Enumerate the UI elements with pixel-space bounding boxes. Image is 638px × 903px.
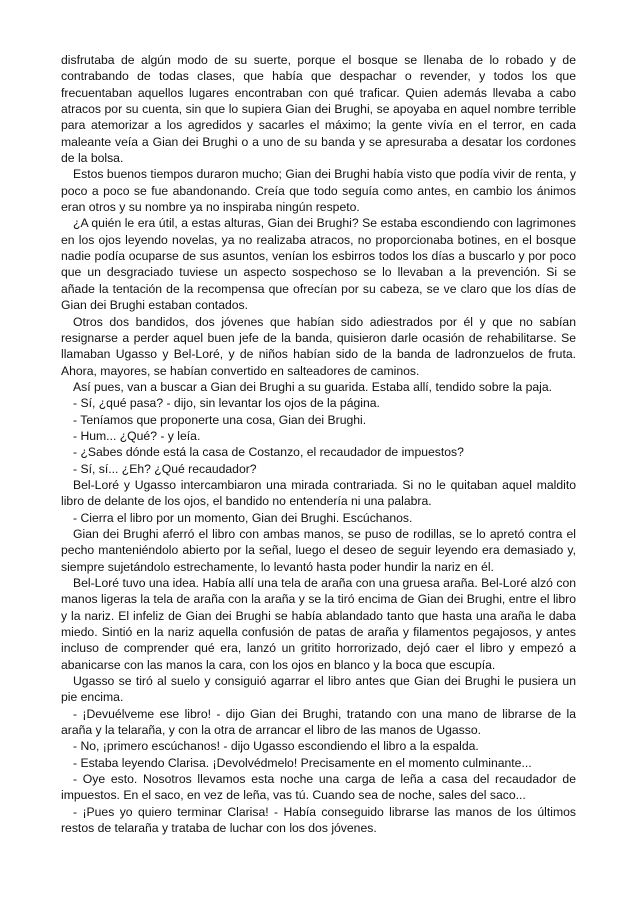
paragraph: ¿A quién le era útil, a estas alturas, Gian dei Brughi? Se estaba escondiendo con lagrimones en los ojos leyendo novelas, ya no realizaba atracos, no proporcionaba botines, en el bosque nadie podía ocuparse de sus asuntos, venían los esbirros todos los días a buscarlo y por poco que un desgraciado tuviese un aspecto sospechoso se lo llevaban a la prevención. Si se añade la tentación de la recompensa que ofrecían por su cabeza, se ve claro que los días de Gian dei Brughi estaban contados.: [61, 216, 576, 313]
dialogue-line: - No, ¡primero escúchanos! - dijo Ugasso escondiendo el libro a la espalda.: [73, 739, 479, 754]
dialogue-line: - ¿Sabes dónde está la casa de Costanzo, el recaudador de impuestos?: [73, 445, 464, 460]
paragraph: Ugasso se tiró al suelo y consiguió agarrar el libro antes que Gian dei Brughi le pusiera un pie encima.: [61, 674, 576, 705]
page-text-column: [61, 52, 576, 837]
paragraph: Así pues, van a buscar a Gian dei Brughi a su guarida. Estaba allí, tendido sobre la paja.: [73, 379, 552, 394]
dialogue-line: - Sí, ¿qué pasa? - dijo, sin levantar los ojos de la página.: [73, 396, 380, 411]
dialogue-line: - Hum... ¿Qué? - y leía.: [73, 428, 201, 443]
dialogue-line: - Oye esto. Nosotros llevamos esta noche una carga de leña a casa del recaudador de impuestos. En el saco, en vez de leña, vas tú. Cuando sea de noche, sales del saco...: [61, 772, 576, 803]
paragraph: Bel-Loré y Ugasso intercambiaron una mirada contrariada. Si no le quitaban aquel maldito libro de delante de los ojos, el bandido no entendería ni una palabra.: [61, 477, 576, 509]
paragraph: Otros dos bandidos, dos jóvenes que habían sido adiestrados por él y que no sabían resignarse a perder aquel buen jefe de la banda, quisieron darle ocasión de rehabilitarse. Se llamaban Ugasso y Bel-Loré, y de niños habían sido de la banda de ladronzuelos de fruta. Ahora, mayores, se habían convertido en salteadores de caminos.: [61, 314, 576, 378]
dialogue-line: - Cierra el libro por un momento, Gian dei Brughi. Escúchanos.: [73, 510, 413, 525]
paragraph: Estos buenos tiempos duraron mucho; Gian dei Brughi había visto que podía vivir de renta, y poco a poco se fue abandonando. Creía que todo seguía como antes, en cambio los ánimos eran otros y su nombre ya no inspiraba ningún respeto.: [61, 167, 576, 215]
dialogue-line: - ¡Devuélveme ese libro! - dijo Gian dei Brughi, tratando con una mano de librarse de la araña y la telaraña, y con la otra de arrancar el libro de las manos de Ugasso.: [61, 706, 576, 738]
paragraph: Gian dei Brughi aferró el libro con ambas manos, se puso de rodillas, se lo apretó contra el pecho manteniéndolo abierto por la señal, luego el deseo de seguir leyendo era demasiado y, siempre sujetándolo estrechamente, lo levantó hasta poder hundir la nariz en él.: [61, 526, 576, 574]
paragraph: disfrutaba de algún modo de su suerte, porque el bosque se llenaba de lo robado y de contrabando de todas clases, que había que despachar o revender, y todos los que frecuentaban aquellos lugares encontraban con qué traficar. Quien además llevaba a cabo atracos por su cuenta, sin que lo supiera Gian dei Brughi, se apoyaba en aquel nombre terrible para atemorizar a los agredidos y sacarles el máximo; la gente vivía en el terror, en cada maleante veía a Gian dei Brughi o a uno de su banda y se apresuraba a desatar los cordones de la bolsa.: [61, 53, 576, 166]
paragraph: Bel-Loré tuvo una idea. Había allí una tela de araña con una gruesa araña. Bel-Loré alzó con manos ligeras la tela de araña con la araña y se la tiró encima de Gian dei Brughi, entre el libro y la nariz. El infeliz de Gian dei Brughi se había ablandado tanto que hasta una araña le daba miedo. Sintió en la nariz aquella confusión de patas de araña y filamentos pegajosos, y antes incluso de comprender qué era, lanzó un gritito horrorizado, dejó caer el libro y empezó a abanicarse con las manos la cara, con los ojos en blanco y la boca que escupía.: [61, 576, 576, 672]
dialogue-line: - Teníamos que proponerte una cosa, Gian dei Brughi.: [73, 412, 367, 427]
dialogue-line: - ¡Pues yo quiero terminar Clarisa! - Había conseguido librarse las manos de los últimos restos de telaraña y trataba de luchar con los dos jóvenes.: [61, 804, 576, 836]
dialogue-line: - Estaba leyendo Clarisa. ¡Devolvédmelo! Precisamente en el momento culminante...: [73, 755, 532, 770]
dialogue-line: - Sí, sí... ¿Eh? ¿Qué recaudador?: [73, 461, 257, 476]
